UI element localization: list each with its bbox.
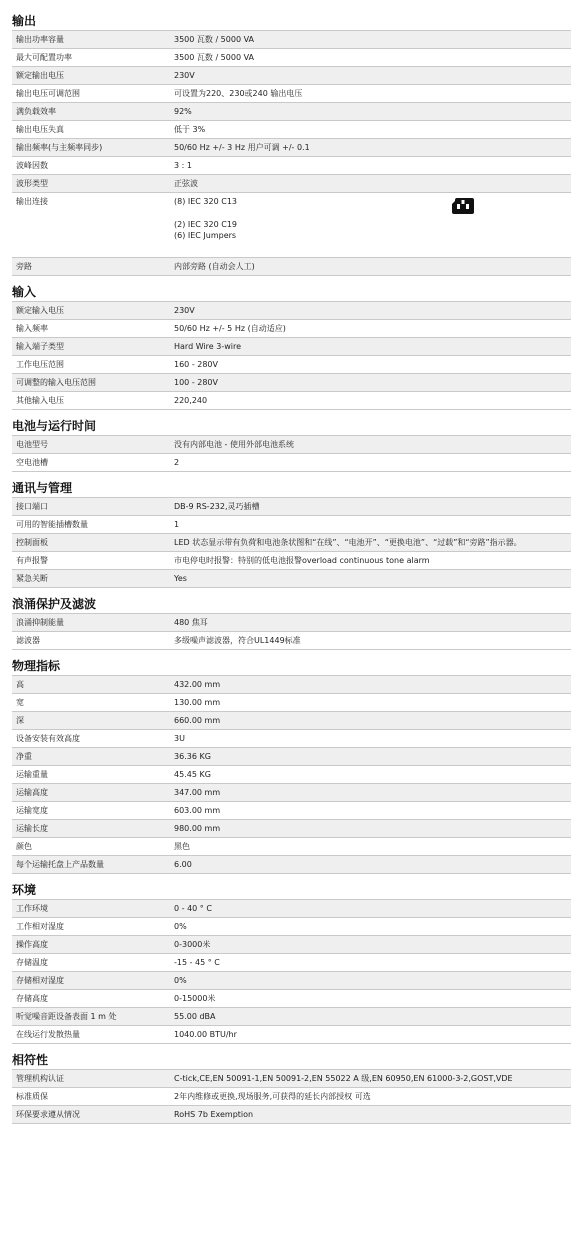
spec-value	[170, 193, 571, 258]
spec-label: 有声报警	[12, 552, 170, 570]
spec-label: 满负载效率	[12, 103, 170, 121]
spec-label: 输出连接	[12, 193, 170, 258]
spec-value: 3 : 1	[170, 157, 571, 175]
spec-value: RoHS 7b Exemption	[170, 1106, 571, 1124]
spec-row	[12, 31, 571, 49]
spec-label: 波峰因数	[12, 157, 170, 175]
spec-value: 内部旁路 (自动会人工)	[170, 258, 571, 276]
spec-row	[12, 454, 571, 472]
spec-row	[12, 338, 571, 356]
spec-row	[12, 49, 571, 67]
spec-label: 在线运行发散热量	[12, 1026, 170, 1044]
spec-section	[12, 881, 572, 1044]
spec-value: Yes	[170, 570, 571, 588]
spec-value: 多级噪声滤波器，符合UL1449标准	[170, 632, 571, 650]
spec-row	[12, 139, 571, 157]
spec-label: 操作高度	[12, 936, 170, 954]
spec-label: 输出频率(与主频率同步)	[12, 139, 170, 157]
spec-row	[12, 320, 571, 338]
spec-label: 电池型号	[12, 436, 170, 454]
spec-row	[12, 67, 571, 85]
spec-value: 1040.00 BTU/hr	[170, 1026, 571, 1044]
spec-value: 36.36 KG	[170, 748, 571, 766]
spec-label: 最大可配置功率	[12, 49, 170, 67]
spec-section	[12, 1051, 572, 1124]
spec-value: 0%	[170, 972, 571, 990]
spec-row	[12, 374, 571, 392]
spec-table	[12, 1069, 571, 1124]
spec-value: 正弦波	[170, 175, 571, 193]
spec-value: 55.00 dBA	[170, 1008, 571, 1026]
spec-value: 347.00 mm	[170, 784, 571, 802]
section-title: 浪涌保护及滤波	[12, 597, 97, 611]
spec-label: 环保要求遵从情况	[12, 1106, 170, 1124]
spec-value: 45.45 KG	[170, 766, 571, 784]
section-title: 环境	[12, 883, 37, 897]
spec-section	[12, 12, 572, 276]
spec-row	[12, 175, 571, 193]
spec-label: 每个运输托盘上产品数量	[12, 856, 170, 874]
spec-value: 230V	[170, 302, 571, 320]
spec-label: 额定输入电压	[12, 302, 170, 320]
spec-value: 低于 3%	[170, 121, 571, 139]
spec-row	[12, 730, 571, 748]
spec-label: 运输重量	[12, 766, 170, 784]
spec-row	[12, 103, 571, 121]
spec-label: 高	[12, 676, 170, 694]
spec-row	[12, 676, 571, 694]
spec-value: 黑色	[170, 838, 571, 856]
spec-label: 存储高度	[12, 990, 170, 1008]
spec-row	[12, 570, 571, 588]
spec-row	[12, 193, 571, 258]
spec-table	[12, 301, 571, 410]
spec-value: Hard Wire 3-wire	[170, 338, 571, 356]
spec-value: 480 焦耳	[170, 614, 571, 632]
spec-row	[12, 302, 571, 320]
section-title: 物理指标	[12, 659, 61, 673]
spec-row	[12, 157, 571, 175]
spec-row	[12, 900, 571, 918]
spec-table	[12, 675, 571, 874]
spec-label: 设备安装有效高度	[12, 730, 170, 748]
spec-label: 接口端口	[12, 498, 170, 516]
spec-label: 运输长度	[12, 820, 170, 838]
spec-label: 存储温度	[12, 954, 170, 972]
spec-row	[12, 990, 571, 1008]
spec-table	[12, 30, 571, 276]
spec-row	[12, 918, 571, 936]
spec-section	[12, 479, 572, 588]
spec-value: 3500 瓦数 / 5000 VA	[170, 49, 571, 67]
spec-label: 输入频率	[12, 320, 170, 338]
spec-row	[12, 498, 571, 516]
spec-row	[12, 1088, 571, 1106]
spec-label: 旁路	[12, 258, 170, 276]
spec-value: 980.00 mm	[170, 820, 571, 838]
spec-value: 160 - 280V	[170, 356, 571, 374]
spec-label: 深	[12, 712, 170, 730]
spec-row	[12, 972, 571, 990]
spec-value: 50/60 Hz +/- 5 Hz (自动适应)	[170, 320, 571, 338]
connection-line: (2) IEC 320 C19	[174, 220, 237, 229]
spec-value: LED 状态显示带有负荷和电池条状图和“在线”、“电池开”、“更换电池”、“过载”和“旁路”指示器。	[170, 534, 571, 552]
spec-value: 1	[170, 516, 571, 534]
spec-value: 3500 瓦数 / 5000 VA	[170, 31, 571, 49]
spec-value: 0-15000米	[170, 990, 571, 1008]
spec-value: 可设置为220、230或240 输出电压	[170, 85, 571, 103]
spec-row	[12, 802, 571, 820]
spec-value: C-tick,CE,EN 50091-1,EN 50091-2,EN 55022 A 级,EN 60950,EN 61000-3-2,GOST,VDE	[170, 1070, 571, 1088]
spec-label: 输出电压失真	[12, 121, 170, 139]
spec-label: 控制面板	[12, 534, 170, 552]
section-title: 通讯与管理	[12, 481, 73, 495]
spec-row	[12, 552, 571, 570]
spec-row	[12, 356, 571, 374]
spec-row	[12, 1106, 571, 1124]
spec-row	[12, 258, 571, 276]
spec-label: 净重	[12, 748, 170, 766]
spec-label: 宽	[12, 694, 170, 712]
spec-row	[12, 436, 571, 454]
spec-row	[12, 392, 571, 410]
spec-value: 603.00 mm	[170, 802, 571, 820]
spec-table	[12, 435, 571, 472]
connection-line: (8) IEC 320 C13	[174, 197, 237, 206]
spec-label: 波形类型	[12, 175, 170, 193]
spec-label: 运输宽度	[12, 802, 170, 820]
spec-row	[12, 1008, 571, 1026]
spec-row	[12, 534, 571, 552]
section-title: 输入	[12, 285, 37, 299]
section-title: 相符性	[12, 1053, 49, 1067]
spec-table	[12, 613, 571, 650]
spec-label: 工作环境	[12, 900, 170, 918]
spec-value: 230V	[170, 67, 571, 85]
iec-outlet-icon	[450, 196, 476, 216]
spec-value: 100 - 280V	[170, 374, 571, 392]
spec-value: 没有内部电池 - 使用外部电池系统	[170, 436, 571, 454]
spec-row	[12, 516, 571, 534]
spec-label: 输出电压可调范围	[12, 85, 170, 103]
spec-label: 存储相对湿度	[12, 972, 170, 990]
spec-table	[12, 497, 571, 588]
spec-row	[12, 766, 571, 784]
spec-label: 听觉噪音距设备表面 1 m 处	[12, 1008, 170, 1026]
spec-value: 3U	[170, 730, 571, 748]
spec-row	[12, 856, 571, 874]
spec-label: 其他输入电压	[12, 392, 170, 410]
spec-label: 紧急关断	[12, 570, 170, 588]
spec-value: 市电停电时报警：特别的低电池报警overload continuous tone alarm	[170, 552, 571, 570]
spec-value: DB-9 RS-232,灵巧插槽	[170, 498, 571, 516]
spec-label: 可用的智能插槽数量	[12, 516, 170, 534]
spec-value: 92%	[170, 103, 571, 121]
spec-section	[12, 283, 572, 410]
spec-section	[12, 595, 572, 650]
spec-label: 工作电压范围	[12, 356, 170, 374]
spec-label: 可调整的输入电压范围	[12, 374, 170, 392]
spec-row	[12, 748, 571, 766]
spec-row	[12, 121, 571, 139]
spec-section	[12, 417, 572, 472]
spec-table	[12, 899, 571, 1044]
spec-label: 输出功率容量	[12, 31, 170, 49]
connection-line: (6) IEC Jumpers	[174, 231, 237, 240]
spec-label: 颜色	[12, 838, 170, 856]
spec-label: 空电池槽	[12, 454, 170, 472]
spec-value: 220,240	[170, 392, 571, 410]
section-title: 电池与运行时间	[12, 419, 97, 433]
spec-row	[12, 838, 571, 856]
spec-row	[12, 1070, 571, 1088]
spec-row	[12, 694, 571, 712]
spec-row	[12, 954, 571, 972]
spec-row	[12, 1026, 571, 1044]
spec-value: 50/60 Hz +/- 3 Hz 用户可调 +/- 0.1	[170, 139, 571, 157]
spec-value: 2	[170, 454, 571, 472]
spec-label: 工作相对湿度	[12, 918, 170, 936]
spec-value: 432.00 mm	[170, 676, 571, 694]
spec-row	[12, 936, 571, 954]
spec-section	[12, 657, 572, 874]
spec-label: 标准质保	[12, 1088, 170, 1106]
spec-value: -15 - 45 ° C	[170, 954, 571, 972]
spec-label: 输入端子类型	[12, 338, 170, 356]
spec-value: 130.00 mm	[170, 694, 571, 712]
spec-value: 0 - 40 ° C	[170, 900, 571, 918]
spec-value: 0-3000米	[170, 936, 571, 954]
spec-label: 管理机构认证	[12, 1070, 170, 1088]
spec-row	[12, 784, 571, 802]
spec-label: 额定输出电压	[12, 67, 170, 85]
spec-row	[12, 712, 571, 730]
spec-label: 滤波器	[12, 632, 170, 650]
spec-value: 6.00	[170, 856, 571, 874]
spec-value: 0%	[170, 918, 571, 936]
spec-label: 运输高度	[12, 784, 170, 802]
spec-row	[12, 632, 571, 650]
spec-row	[12, 614, 571, 632]
section-title: 输出	[12, 14, 37, 28]
spec-value: 2年内维修或更换,现场服务,可获得的延长内部授权 可选	[170, 1088, 571, 1106]
spec-row	[12, 85, 571, 103]
spec-label: 浪涌抑制能量	[12, 614, 170, 632]
spec-row	[12, 820, 571, 838]
spec-value: 660.00 mm	[170, 712, 571, 730]
